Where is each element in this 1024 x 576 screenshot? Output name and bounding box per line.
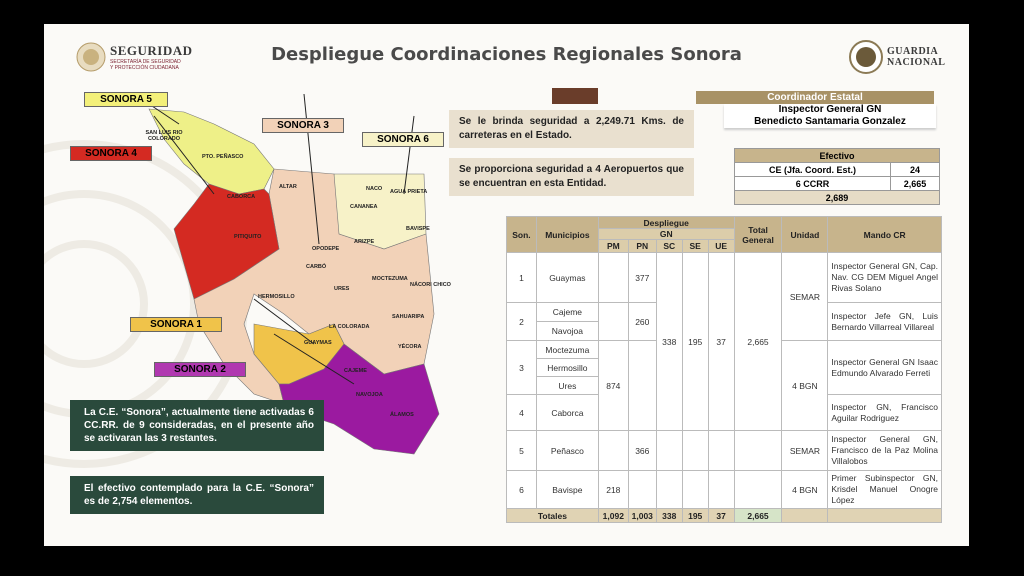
merged-sc-cont (656, 431, 682, 471)
merged-sc: 338 (656, 253, 682, 431)
header-municipios: Municipios (536, 217, 598, 253)
row-pm (598, 303, 628, 341)
efectivo-row-label: CE (Jfa. Coord. Est.) (735, 163, 891, 177)
totals-mando (828, 509, 942, 523)
carreteras-info-box: Se le brinda seguridad a 2,249.71 Kms. de carreteras en el Estado. (449, 110, 694, 148)
guardia-nacional-emblem-icon (849, 40, 883, 74)
guardia-nacional-logo (849, 40, 945, 74)
efectivo-total: 2,689 (735, 191, 940, 205)
place-cajeme: CAJEME (344, 368, 367, 374)
row-son: 4 (507, 395, 537, 431)
merged-total: 2,665 (734, 253, 782, 431)
efectivo-table (734, 148, 940, 205)
place-alamos: ÁLAMOS (390, 412, 414, 418)
guardia-logo-line1: GUARDIA (887, 46, 939, 57)
place-nacori-chico: NÁCORI CHICO (410, 282, 451, 288)
merged-pm: 874 (598, 341, 628, 431)
merged-unidad: 4 BGN (782, 341, 828, 431)
row-son: 6 (507, 471, 537, 509)
coordinador-name: Benedicto Santamaria Gonzalez (754, 116, 906, 127)
label-sonora-4: SONORA 4 (70, 146, 152, 161)
row-municipio: Cajeme (536, 303, 598, 322)
efectivo-row-label: 6 CCRR (735, 177, 891, 191)
totals-unidad (782, 509, 828, 523)
row-municipio: Bavispe (536, 471, 598, 509)
row-pm (598, 431, 628, 471)
header-sc: SC (656, 240, 682, 253)
coordinador-estatal-card (724, 104, 936, 128)
row-son: 3 (507, 341, 537, 395)
totals-ue: 37 (708, 509, 734, 523)
efectivo-row-value: 24 (890, 163, 939, 177)
totals-sc: 338 (656, 509, 682, 523)
row-son: 1 (507, 253, 537, 303)
empty-cell (682, 471, 708, 509)
header-mando-cr: Mando CR (828, 217, 942, 253)
row-mando: Inspector General GN Isaac Edmundo Alvarado Ferreti (828, 341, 942, 395)
row-mando: Inspector General GN, Francisco de la Paz Molina Villalobos (828, 431, 942, 471)
label-sonora-6: SONORA 6 (362, 132, 444, 147)
place-la-colorada: LA COLORADA (329, 324, 370, 330)
efectivo-row-value: 2,665 (890, 177, 939, 191)
merged-ue: 37 (708, 253, 734, 431)
coordinador-estatal-header: Coordinador Estatal (696, 91, 934, 104)
header-gn: GN (598, 229, 734, 240)
place-penasco: PTO. PEÑASCO (202, 154, 244, 160)
header-son: Son. (507, 217, 537, 253)
totals-se: 195 (682, 509, 708, 523)
coordinador-rank: Inspector General GN (778, 104, 882, 115)
merged-ue-cont (708, 431, 734, 471)
place-altar: ALTAR (279, 184, 297, 190)
totals-pn: 1,003 (628, 509, 656, 523)
row-unidad: 4 BGN (782, 471, 828, 509)
label-sonora-1: SONORA 1 (130, 317, 222, 332)
aeropuertos-info-box: Se proporciona seguridad a 4 Aeropuertos que se encuentran en esta Entidad. (449, 158, 694, 196)
place-navojoa: NAVOJOA (356, 392, 383, 398)
place-pitiquito: PITIQUITO (234, 234, 262, 240)
empty-cell (656, 471, 682, 509)
label-sonora-3: SONORA 3 (262, 118, 344, 133)
seguridad-logo-sub1: SECRETARÍA DE SEGURIDAD (110, 59, 181, 65)
header-unidad: Unidad (782, 217, 828, 253)
header-despliegue: Despliegue (598, 217, 734, 229)
row-municipio: Caborca (536, 395, 598, 431)
place-guaymas: GUAYMAS (304, 340, 332, 346)
region-sonora-5 (149, 109, 274, 194)
row-municipio: Ures (536, 377, 598, 395)
header-pn: PN (628, 240, 656, 253)
merged-se-cont (682, 431, 708, 471)
place-moctezuma: MOCTEZUMA (372, 276, 408, 282)
row-mando: Inspector Jefe GN, Luis Bernardo Villarreal Villareal (828, 303, 942, 341)
place-sahuaripa: SAHUARIPA (392, 314, 425, 320)
row-pn (628, 341, 656, 431)
seguridad-logo-sub2: Y PROTECCIÓN CIUDADANA (110, 65, 179, 71)
header-se: SE (682, 240, 708, 253)
place-opodepe: OPODEPE (312, 246, 340, 252)
row-municipio: Hermosillo (536, 359, 598, 377)
place-cananea: CANANEA (350, 204, 378, 210)
header-pm: PM (598, 240, 628, 253)
row-mando: Primer Subinspector GN, Krisdel Manuel Onogre López (828, 471, 942, 509)
row-unidad: SEMAR (782, 253, 828, 341)
header-total-general: Total General (734, 217, 782, 253)
empty-cell (734, 471, 782, 509)
row-pm (598, 253, 628, 303)
ccrr-info-box: La C.E. “Sonora”, actualmente tiene activadas 6 CC.RR. de 9 consideradas, en el presente año se activaran las 3 restantes. (70, 400, 324, 451)
row-son: 5 (507, 431, 537, 471)
efectivo-contemplado-box: El efectivo contemplado para la C.E. “Sonora” es de 2,754 elementos. (70, 476, 324, 514)
label-sonora-5: SONORA 5 (84, 92, 168, 107)
place-agua-prieta: AGUA PRIETA (390, 189, 428, 195)
label-sonora-2: SONORA 2 (154, 362, 246, 377)
row-pn: 377 (628, 253, 656, 303)
merged-total-cont (734, 431, 782, 471)
row-pn: 260 (628, 303, 656, 341)
place-carbo: CARBÓ (306, 264, 327, 270)
totals-total: 2,665 (734, 509, 782, 523)
place-arizpe: ARIZPE (354, 239, 375, 245)
row-municipio: Peñasco (536, 431, 598, 471)
place-ures: URES (334, 286, 350, 292)
place-bavispe: BAVISPE (406, 226, 430, 232)
seguridad-logo-name: SEGURIDAD (110, 43, 193, 58)
guardia-logo-line2: NACIONAL (887, 57, 946, 68)
place-caborca: CABORCA (227, 194, 256, 200)
efectivo-title: Efectivo (735, 149, 940, 163)
row-pm: 218 (598, 471, 628, 509)
row-municipio: Navojoa (536, 322, 598, 341)
row-son: 2 (507, 303, 537, 341)
brown-accent-bar (552, 88, 598, 104)
empty-cell (708, 471, 734, 509)
totals-label: Totales (507, 509, 599, 523)
place-yecora: YÉCORA (398, 344, 422, 350)
row-municipio: Moctezuma (536, 341, 598, 359)
header-ue: UE (708, 240, 734, 253)
merged-se: 195 (682, 253, 708, 431)
row-unidad: SEMAR (782, 431, 828, 471)
row-pn: 366 (628, 431, 656, 471)
row-municipio: Guaymas (536, 253, 598, 303)
row-mando: Inspector General GN, Cap. Nav. CG DEM Miguel Angel Rivas Solano (828, 253, 942, 303)
row-mando: Inspector GN, Francisco Aguilar Rodriguez (828, 395, 942, 431)
slide (44, 24, 969, 546)
row-pn (628, 471, 656, 509)
despliegue-table (506, 216, 942, 523)
place-hermosillo: HERMOSILLO (258, 294, 295, 300)
place-san-luis: SAN LUIS RIO COLORADO (145, 130, 183, 142)
totals-pm: 1,092 (598, 509, 628, 523)
page-title: Despliegue Coordinaciones Regionales Sonora (271, 44, 742, 65)
place-naco: NACO (366, 186, 383, 192)
